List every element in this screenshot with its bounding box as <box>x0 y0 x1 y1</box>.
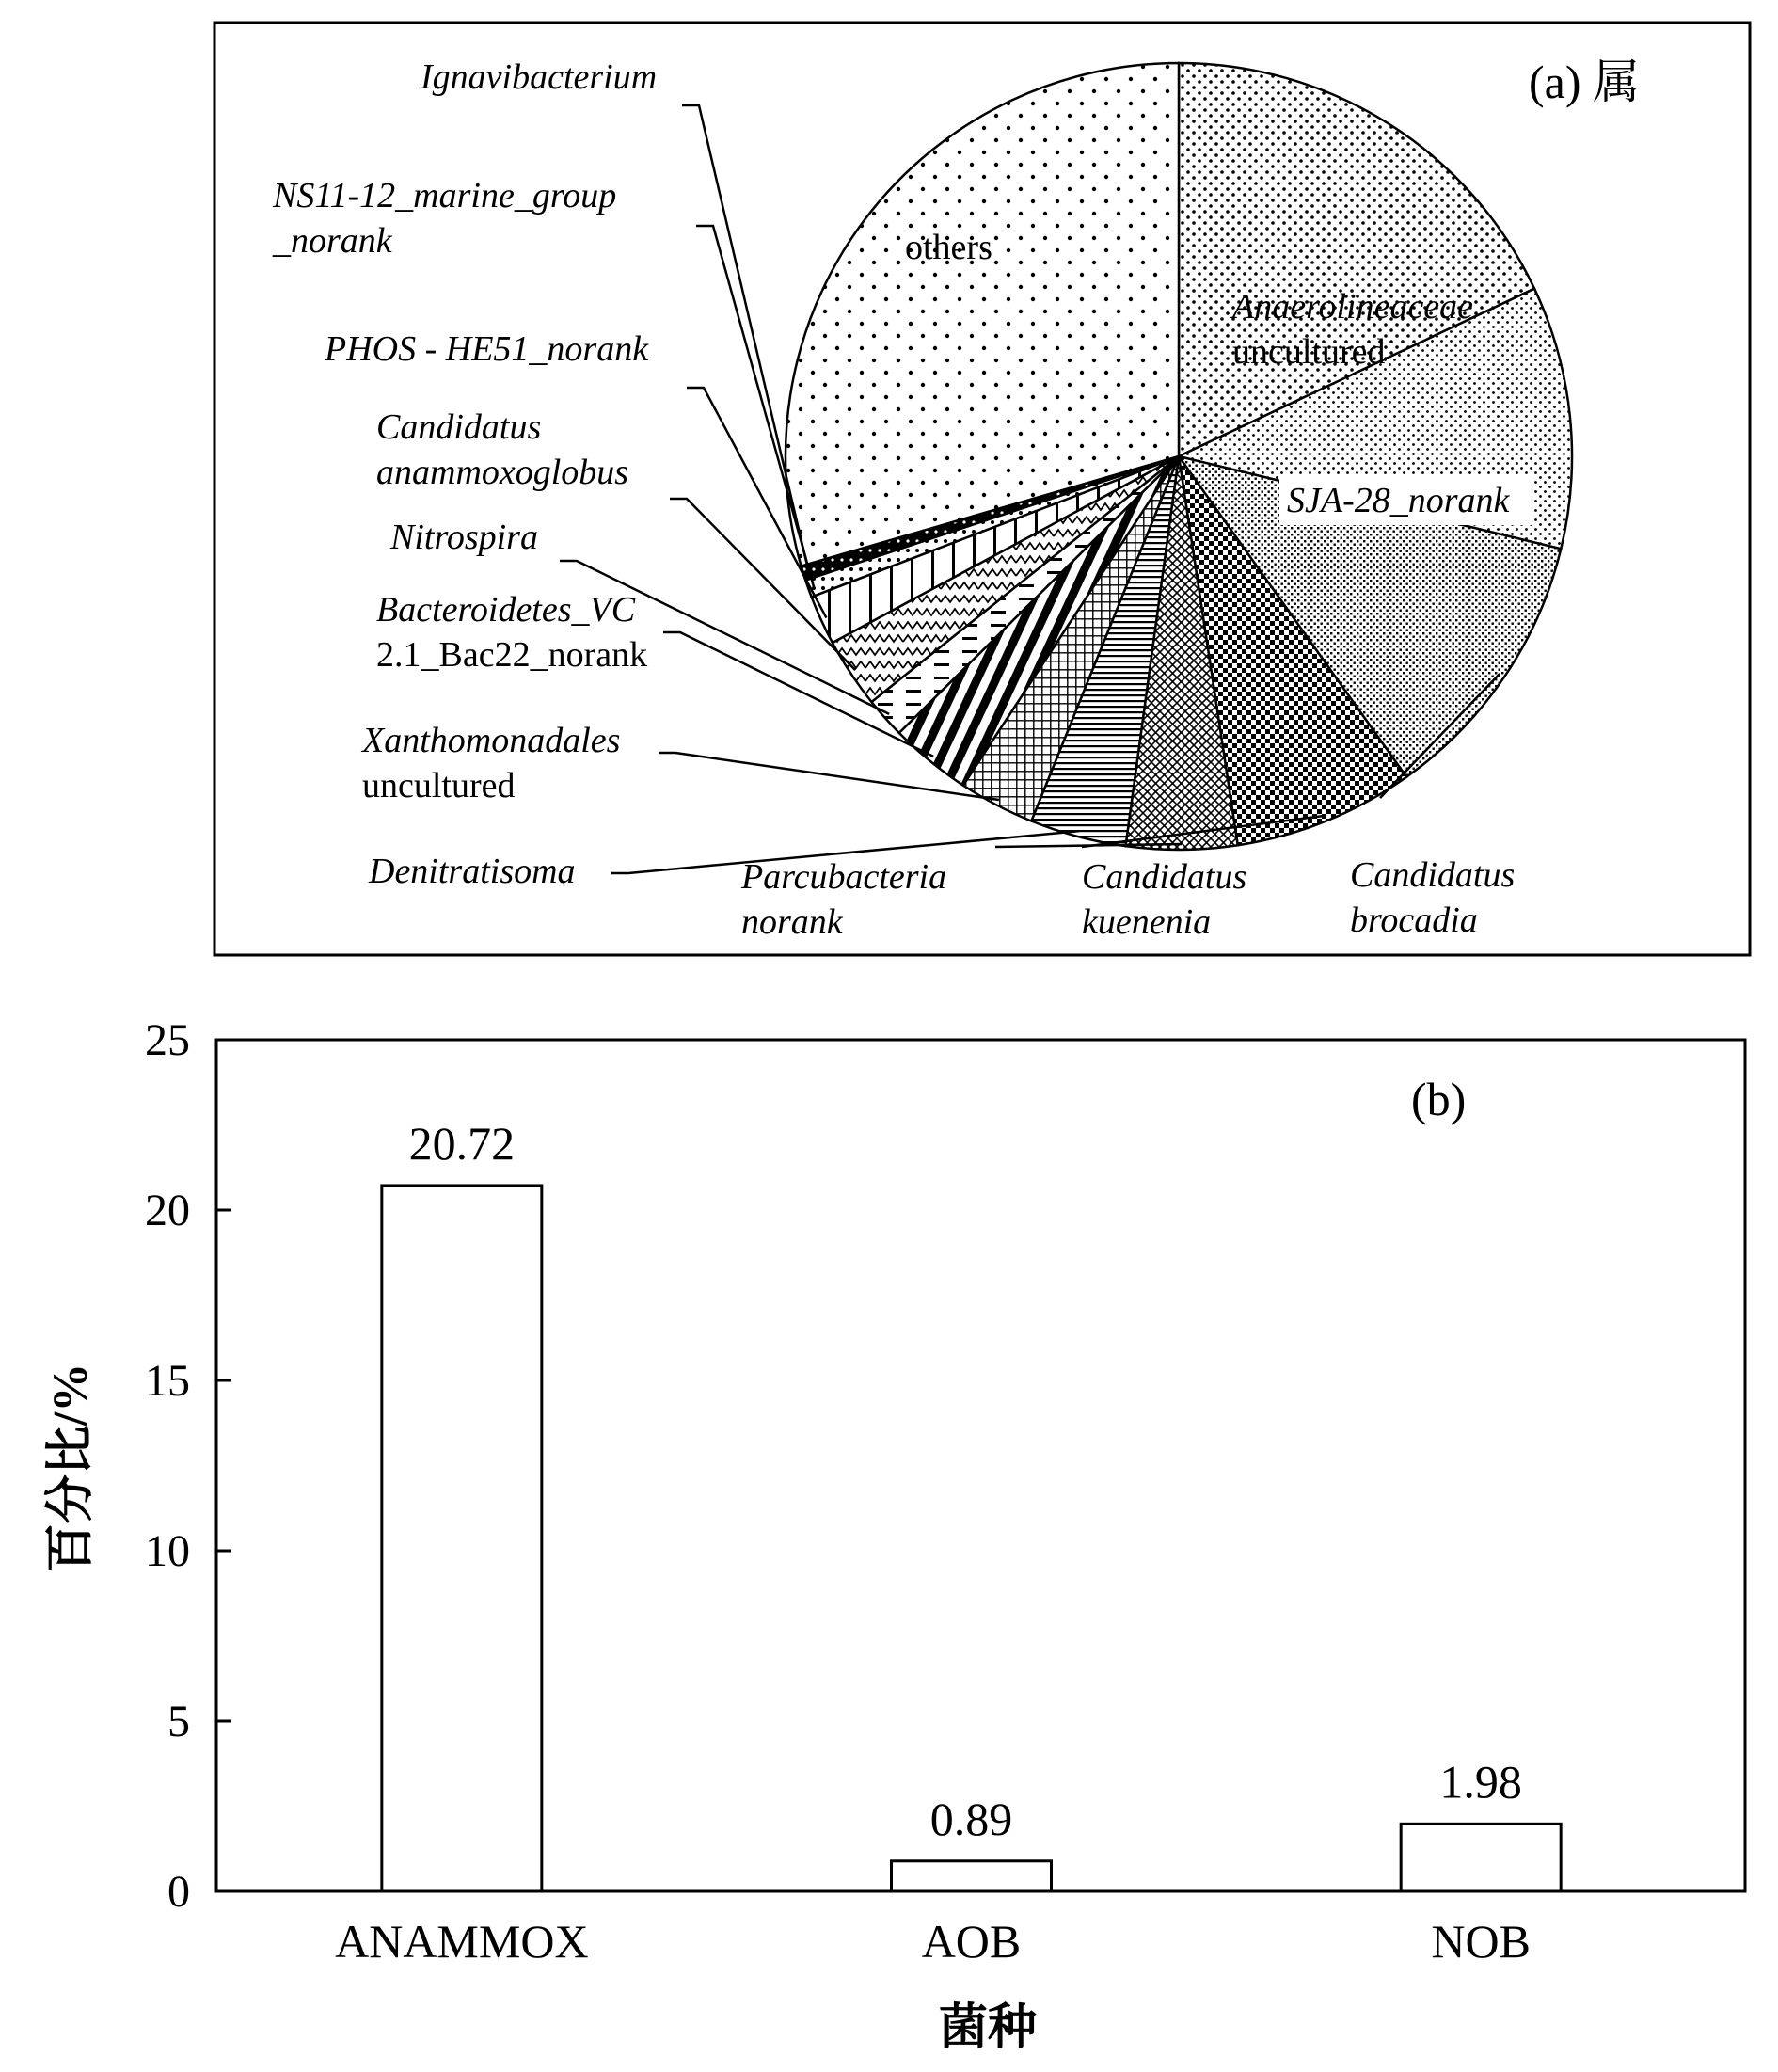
y-tick-label: 25 <box>145 1015 190 1065</box>
pie-label-ns11-12-marine-group-line2: _norank <box>273 221 392 261</box>
bar-value-label-nob: 1.98 <box>1439 1755 1522 1809</box>
pie-label-parcubacteria-line2: norank <box>741 902 843 942</box>
bars <box>335 1117 1561 1968</box>
pie-label-candidatus: Candidatus <box>1082 857 1247 897</box>
x-axis-label: 菌种 <box>938 2001 1038 2055</box>
pie-label-anaerolineaceae-line2: uncultured <box>1232 332 1386 372</box>
bar-nob <box>1401 1824 1561 1891</box>
pie-label-parcubacteria: Parcubacteria <box>741 857 947 897</box>
pie-label-candidatus-line2: brocadia <box>1350 901 1478 940</box>
pie-label-bacteroidetes-vc-line2: 2.1_Bac22_norank <box>376 635 648 675</box>
pie-label-others: others <box>905 228 992 267</box>
bar-aob <box>892 1861 1052 1891</box>
pie-title: (a) 属 <box>1529 56 1640 108</box>
y-tick-label: 5 <box>167 1697 190 1746</box>
pie-label-xanthomonadales-line2: uncultured <box>362 766 516 805</box>
y-tick-label: 0 <box>167 1867 190 1917</box>
x-tick-label-anammox: ANAMMOX <box>335 1915 589 1968</box>
y-axis-ticks <box>145 1015 231 1917</box>
pie-label-bacteroidetes-vc: Bacteroidetes_VC <box>376 590 636 630</box>
pie-label-phos-he51-norank: PHOS - HE51_norank <box>325 329 649 369</box>
pie-slices <box>786 63 1572 850</box>
y-tick-label: 15 <box>145 1356 190 1406</box>
pie-label-anaerolineaceae: Anaerolineaceae <box>1232 287 1474 327</box>
bar-anammox <box>382 1186 542 1891</box>
y-tick-label: 10 <box>145 1526 190 1576</box>
bar-value-label-aob: 0.89 <box>929 1792 1013 1845</box>
pie-label-candidatus-line2: anammoxoglobus <box>376 453 629 492</box>
pie-label-candidatus-line2: kuenenia <box>1082 902 1212 942</box>
pie-label-nitrospira: Nitrospira <box>390 518 538 557</box>
pie-label-candidatus: Candidatus <box>376 407 542 447</box>
pie-label-candidatus: Candidatus <box>1350 855 1516 895</box>
pie-label-ignavibacterium: Ignavibacterium <box>421 57 658 97</box>
x-tick-label-aob: AOB <box>921 1915 1022 1968</box>
bar-value-label-anammox: 20.72 <box>408 1116 516 1170</box>
pie-label-denitratisoma: Denitratisoma <box>369 852 576 891</box>
pie-label-xanthomonadales: Xanthomonadales <box>362 721 621 760</box>
pie-label-sja-28-norank: SJA-28_norank <box>1287 481 1510 520</box>
y-axis-label: 百分比/% <box>44 1363 98 1573</box>
bar-panel-title: (b) <box>1411 1073 1467 1125</box>
x-tick-label-nob: NOB <box>1431 1915 1531 1968</box>
pie-label-ns11-12-marine-group: NS11-12_marine_group <box>273 176 617 215</box>
y-tick-label: 20 <box>145 1186 190 1235</box>
